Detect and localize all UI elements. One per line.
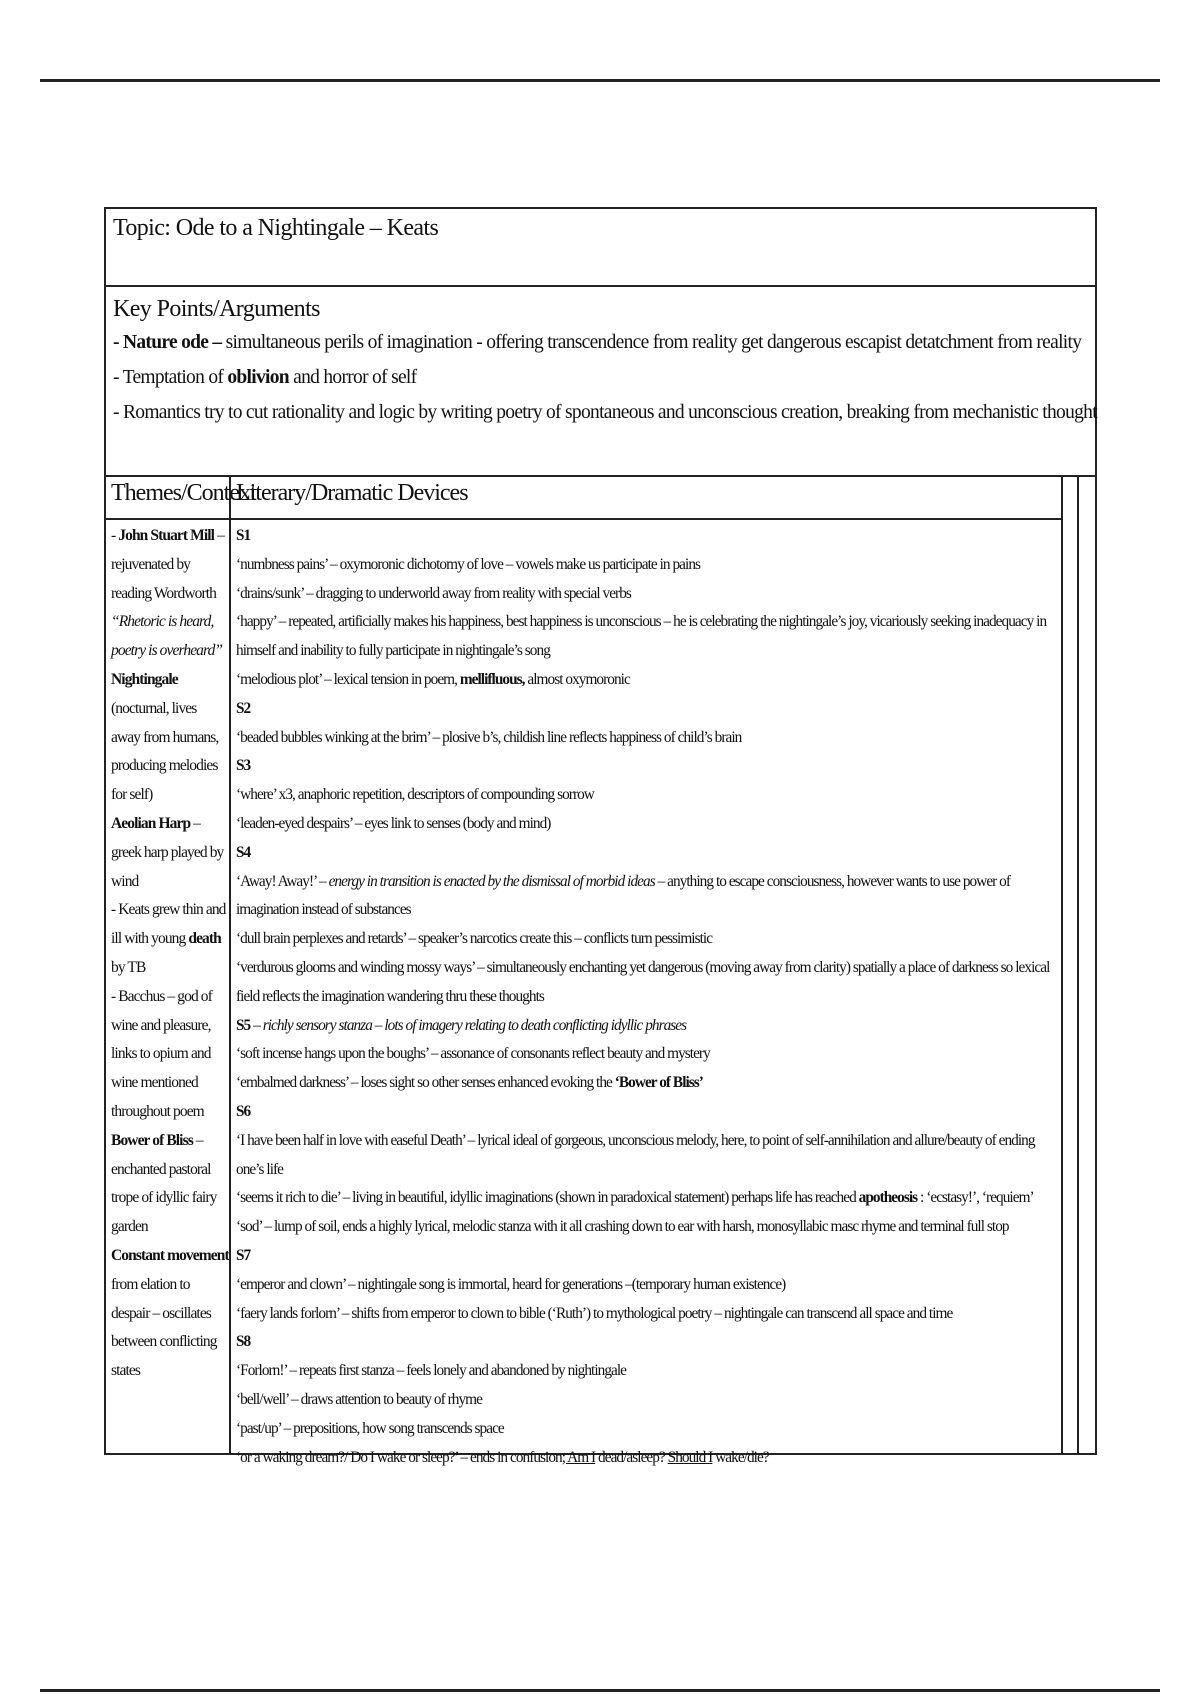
key-point-item: - Romantics try to cut rationality and logic by writing poetry of spontaneous and unconscious creation, breaking from mechanistic thought	[113, 402, 1097, 423]
device-line: ‘faery lands forlorn’ – shifts from emperor to clown to bible (‘Ruth’) to mythological poetry – nightingale can transcend all space and time	[236, 1304, 953, 1322]
theme-line: trope of idyllic fairy	[111, 1189, 217, 1207]
themes-body	[106, 520, 229, 1388]
stanza-label: S5 – richly sensory stanza – lots of imagery relating to death conflicting idyllic phrases	[236, 1016, 687, 1034]
theme-quote: “Rhetoric is heard,	[111, 613, 214, 631]
top-rule	[40, 79, 1160, 82]
key-point-item: - Nature ode – simultaneous perils of imagination - offering transcendence from reality get dangerous escapist detatchment from reality	[113, 332, 1082, 353]
device-line: imagination instead of substances	[236, 901, 411, 919]
theme-line: greek harp played by	[111, 843, 224, 861]
theme-line: reading Wordworth	[111, 584, 216, 602]
device-line: ‘Forlorn!’ – repeats first stanza – feels lonely and abandoned by nightingale	[236, 1362, 626, 1380]
devices-column	[231, 477, 1063, 1466]
device-line: ‘leaden-eyed despairs’ – eyes link to senses (body and mind)	[236, 814, 551, 832]
blank-column	[1063, 477, 1079, 1453]
theme-quote: poetry is overheard”	[111, 642, 223, 660]
device-line: ‘verdurous glooms and winding mossy ways’ – simultaneously enchanting yet dangerous (moving away from clarity) spatially a place of darkness so lexical	[236, 958, 1050, 976]
theme-line: wind	[111, 872, 139, 890]
device-line: ‘emperor and clown’ – nightingale song is immortal, heard for generations –(temporary human existence)	[236, 1275, 786, 1293]
stanza-label: S6	[236, 1102, 251, 1120]
stanza-label: S4	[236, 843, 251, 861]
stanza-label: S8	[236, 1333, 251, 1351]
theme-heading: Bower of Bliss –	[111, 1131, 203, 1149]
theme-line: wine mentioned	[111, 1074, 198, 1092]
device-line: ‘dull brain perplexes and retards’ – speaker’s narcotics create this – conflicts turn pessimistic	[236, 930, 713, 948]
theme-line: garden	[111, 1218, 148, 1236]
theme-line: producing melodies	[111, 757, 218, 775]
device-line: ‘where’ x3, anaphoric repetition, descriptors of compounding sorrow	[236, 786, 594, 804]
notes-table	[104, 207, 1097, 1466]
device-line: ‘numbness pains’ – oxymoronic dichotomy of love – vowels make us participate in pains	[236, 555, 701, 573]
theme-line: despair – oscillates	[111, 1304, 211, 1322]
device-line: field reflects the imagination wandering thru these thoughts	[236, 987, 544, 1005]
theme-line: from elation to	[111, 1275, 190, 1293]
themes-header: Themes/Context	[106, 477, 229, 520]
theme-line: between conflicting	[111, 1333, 217, 1351]
theme-line: throughout poem	[111, 1102, 204, 1120]
theme-line: away from humans,	[111, 728, 219, 746]
theme-line: - John Stuart Mill –	[111, 527, 224, 544]
theme-line: rejuvenated by	[111, 555, 191, 573]
theme-line: (nocturnal, lives	[111, 699, 197, 717]
device-line: ‘past/up’ – prepositions, how song transcends space	[236, 1419, 504, 1437]
theme-line: for self)	[111, 786, 153, 804]
theme-line: states	[111, 1362, 141, 1380]
key-points-cell	[106, 287, 1095, 477]
device-line: ‘beaded bubbles winking at the brim’ – plosive b’s, childish line reflects happiness of child’s brain	[236, 728, 742, 746]
stanza-label: S7	[236, 1246, 251, 1264]
key-points-heading: Key Points/Arguments	[113, 296, 320, 322]
key-point-item: - Temptation of oblivion and horror of self	[113, 367, 417, 388]
topic-title: Topic: Ode to a Nightingale – Keats	[113, 215, 439, 241]
devices-body	[231, 520, 1061, 1474]
theme-line: - Bacchus – god of	[111, 987, 212, 1005]
topic-cell	[106, 209, 1095, 287]
device-line: ‘soft incense hangs upon the boughs’ – assonance of consonants reflect beauty and mystery	[236, 1045, 710, 1063]
theme-heading: Nightingale	[111, 670, 178, 688]
theme-line: by TB	[111, 958, 146, 976]
stanza-label: S1	[236, 527, 251, 544]
device-line: one’s life	[236, 1160, 283, 1178]
themes-devices-grid	[106, 477, 1095, 1466]
theme-line: wine and pleasure,	[111, 1016, 211, 1034]
device-line: ‘melodious plot’ – lexical tension in poem, mellifluous, almost oxymoronic	[236, 670, 630, 688]
device-line: ‘sod’ – lump of soil, ends a highly lyrical, melodic stanza with it all crashing down to ear with harsh, monosyllabic masc rhyme and terminal full stop	[236, 1218, 1009, 1236]
theme-line: ill with young death	[111, 930, 221, 948]
theme-line: enchanted pastoral	[111, 1160, 211, 1178]
devices-header: Literary/Dramatic Devices	[231, 477, 1061, 520]
device-line: ‘bell/well’ – draws attention to beauty of rhyme	[236, 1390, 482, 1408]
device-line: ‘happy’ – repeated, artificially makes his happiness, best happiness is unconscious – he is celebrating the nightingale’s joy, vicariously seeking inadequacy in	[236, 613, 1047, 631]
stanza-label: S3	[236, 757, 251, 775]
blank-column	[1079, 477, 1095, 1453]
device-line: ‘embalmed darkness’ – loses sight so other senses enhanced evoking the ‘Bower of Bliss’	[236, 1074, 703, 1092]
theme-heading: Aeolian Harp –	[111, 814, 201, 832]
device-line: ‘Away! Away!’ – energy in transition is enacted by the dismissal of morbid ideas – anything to escape consciousness, however wants to use power of	[236, 872, 1011, 890]
stanza-label: S2	[236, 699, 251, 717]
theme-line: links to opium and	[111, 1045, 211, 1063]
device-line: himself and inability to fully participate in nightingale’s song	[236, 642, 550, 660]
device-line: ‘or a waking dream?/ Do I wake or sleep?’ – ends in confusion; Am I dead/asleep? Should I wake/die?	[236, 1448, 769, 1466]
device-line: ‘seems it rich to die’ – living in beautiful, idyllic imaginations (shown in paradoxical statement) perhaps life has reached apotheosis : ‘ecstasy!’, ‘requiem’	[236, 1189, 1034, 1207]
device-line: ‘I have been half in love with easeful Death’ – lyrical ideal of gorgeous, unconscious melody, here, to point of self-annihilation and allure/beauty of ending	[236, 1131, 1035, 1149]
device-line: ‘drains/sunk’ – dragging to underworld away from reality with special verbs	[236, 584, 631, 602]
theme-heading: Constant movement	[111, 1246, 229, 1264]
theme-line: - Keats grew thin and	[111, 901, 226, 919]
bottom-rule	[40, 1689, 1160, 1692]
